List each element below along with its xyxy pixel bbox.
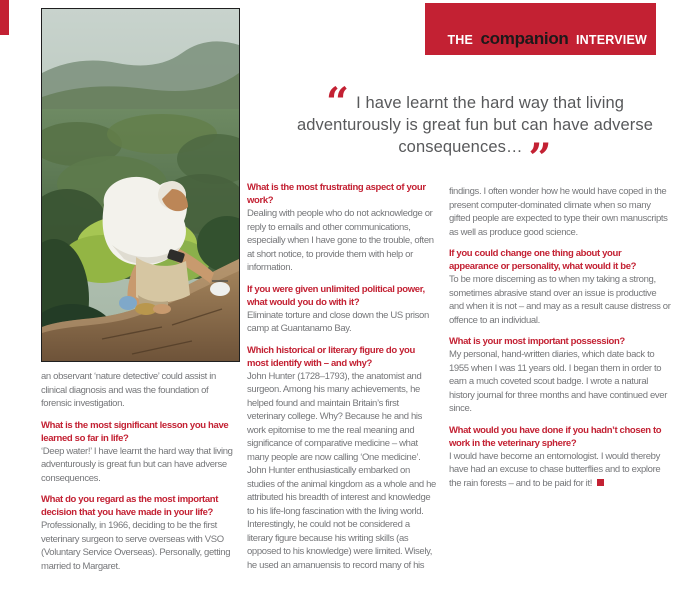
answer-paragraph: Professionally, in 1966, deciding to be the first veterinary surgeon to serve overseas with VSO (Voluntary Service Overseas). Personally, getting married to Margaret. bbox=[41, 520, 231, 572]
red-corner-bar bbox=[0, 0, 9, 35]
answer-paragraph: ‘Deep water!’ I have learnt the hard way that living adventurously is great fun but can have adverse consequences. bbox=[41, 445, 233, 484]
answer-paragraph: John Hunter (1728–1793), the anatomist and surgeon. Among his many achievements, he helped found and maintain Britain’s first veterinary college. Why? Because he and his work epitomise to me the real meaning and significance of comparative medicine – what many people are now calling ‘One medicine’. John Hunter enthusiastically embarked on studies of the animal kingdom as a whole and he attributed his breadth of interest and knowledge to his life-long fascination with the living world. Interestingly, he could not be considered a literary figure because his writing skills (as opposed to his knowledge) were limited. Wisely, he used an amanuensis to record many of his bbox=[247, 370, 436, 571]
banner-interview: INTERVIEW bbox=[575, 33, 647, 47]
close-quote-mark: ” bbox=[528, 135, 552, 182]
lead-paragraph: findings. I often wonder how he would have coped in the present computer-dominated climate when so many gifted people are expected to type their own manuscripts as well as produce good science. bbox=[449, 186, 668, 238]
answer-paragraph: Dealing with people who do not acknowledge or reply to emails and other communications, especially when I have gone to the trouble, often at short notice, to provide them with help or information. bbox=[247, 208, 434, 273]
answer-text: I would have become an entomologist. I would thereby have had an excuse to chase butterflies and to explore the rain forests – and to be paid for it! bbox=[449, 450, 661, 489]
question-heading: Which historical or literary figure do you most identify with – and why? bbox=[247, 344, 415, 369]
column-left bbox=[41, 370, 239, 581]
answer-paragraph: To be more discerning as to when my taking a strong, sometimes abrasive stand over an issue is productive and when it is not – and may as a result cause distress or offence to an individual. bbox=[449, 274, 671, 326]
question-heading: What is the most frustrating aspect of your work? bbox=[247, 182, 426, 206]
photo-illustration bbox=[42, 9, 239, 361]
lead-paragraph: an observant ‘nature detective’ could assist in clinical diagnosis and was the foundation of forensic investigation. bbox=[41, 371, 216, 409]
pull-quote bbox=[278, 79, 672, 182]
section-banner-title bbox=[447, 29, 647, 49]
article-end-mark bbox=[597, 479, 604, 486]
question-heading: If you were given unlimited political power, what would you do with it? bbox=[247, 283, 425, 308]
banner-brand-logo: companion bbox=[480, 29, 569, 48]
question-heading: What is your most important possession? bbox=[449, 336, 625, 347]
banner-the: THE bbox=[447, 33, 474, 47]
question-heading: If you could change one thing about your appearance or personality, what would it be? bbox=[449, 248, 637, 272]
column-right bbox=[449, 185, 671, 498]
answer-paragraph: My personal, hand-written diaries, which date back to 1955 when I was 11 years old. I began them in order to earn a much coveted scout badge. I wrote a natural history journal for three months and have continued ever since. bbox=[449, 349, 668, 414]
open-quote-mark: “ bbox=[325, 79, 350, 126]
answer-paragraph bbox=[449, 450, 671, 491]
interview-photo bbox=[41, 8, 240, 362]
question-heading: What is the most significant lesson you have learned so far in life? bbox=[41, 419, 229, 444]
column-middle bbox=[247, 181, 437, 580]
answer-paragraph: Eliminate torture and close down the US prison camp at Guantanamo Bay. bbox=[247, 309, 429, 334]
section-banner bbox=[425, 3, 656, 55]
question-heading: What do you regard as the most important decision that you have made in your life? bbox=[41, 494, 219, 518]
pull-quote-text: I have learnt the hard way that living adventurously is great fun but can have adverse consequences… bbox=[296, 94, 653, 156]
question-heading: What would you have done if you hadn’t chosen to work in the veterinary sphere? bbox=[449, 424, 662, 449]
